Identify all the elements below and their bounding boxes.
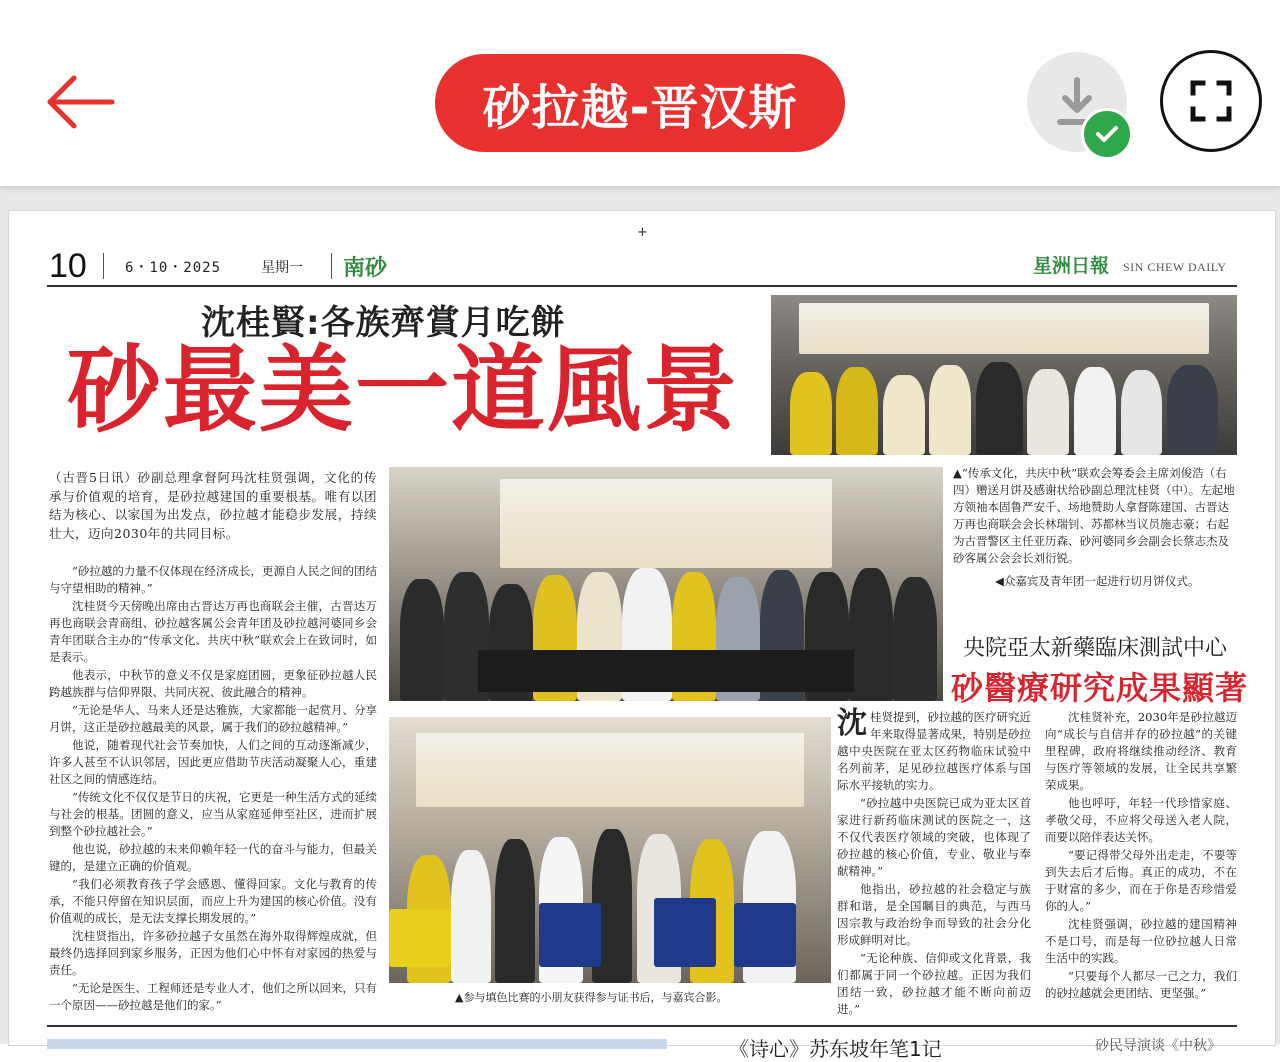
photo-cake-cutting	[389, 467, 943, 701]
headline-main: 砂最美一道風景	[67, 335, 740, 445]
page-masthead	[47, 245, 1237, 287]
left-arrow-icon	[44, 74, 116, 130]
bottom-rule	[47, 1025, 1237, 1027]
page-number: 10	[49, 247, 87, 285]
body-paragraph: 他指出，砂拉越的社会稳定与族群和谐，是全国瞩目的典范，与西马因宗教与政治纷争而导致的社会分化形成鲜明对比。	[837, 882, 1031, 947]
paper-name-cn: 星洲日報	[1033, 255, 1110, 277]
body-paragraph: 他也说，砂拉越的未来仰赖年轻一代的奋斗与能力，但最关键的，是建立正确的价值观。	[49, 842, 377, 873]
body-paragraph: “无论是医生、工程师还是专业人才，他们之所以回来，只有一个原因——砂拉越是他们的家。”	[49, 981, 377, 1012]
app-bar	[0, 0, 1280, 186]
body-paragraph: “只要每个人都尽一己之力，我们的砂拉越就会更团结、更坚强。”	[1045, 969, 1237, 1000]
body-paragraph: “要记得带父母外出走走，不要等到失去后才后悔。真正的成功，不在于财富的多少，而在于你是否珍惜爱你的人。”	[1045, 848, 1237, 913]
masthead-divider	[103, 253, 104, 279]
back-button[interactable]	[44, 74, 116, 130]
body-paragraph: 沈桂贤今天傍晚出席由古晋达万再也商联会主催，古晋达万再也商联会青商组、砂拉越客属公会青年团及砂拉越河婆同乡会青年团联合主办的“传承文化、共庆中秋”联欢会上在致词时，如是表示。	[49, 599, 377, 664]
body-paragraph: 沈桂贤强调，砂拉越的建国精神不是口号，而是每一位砂拉越人日常生活中的实践。	[1045, 917, 1237, 965]
crop-mark: +	[637, 225, 648, 240]
article-body-col1	[49, 563, 377, 1015]
photo-group-mooncake	[771, 295, 1237, 455]
next-article-teaser-2[interactable]: 砂民导演谈《中秋》	[1095, 1038, 1221, 1054]
masthead-divider	[331, 253, 332, 279]
fullscreen-icon	[1163, 53, 1259, 149]
body-paragraph: 沈桂贤指出，许多砂拉越子女虽然在海外取得辉煌成就，但最终仍选择回到家乡服务，正因为他们心中怀有对家园的热爱与责任。	[49, 929, 377, 977]
page-date: 6・10・2025	[125, 260, 222, 276]
headline-subtitle: 沈桂賢:各族齊賞月吃餅	[201, 303, 566, 343]
substory-col-a	[837, 706, 1031, 1019]
substory-kicker: 央院亞太新藥臨床測試中心	[963, 636, 1228, 661]
substory-title: 砂醫療研究成果顯著	[951, 669, 1249, 707]
body-paragraph: 他说，随着现代社会节奏加快，人们之间的互动逐渐减少，许多人甚至不认识邻居，因此更应借助节庆活动凝聚人心，重建社区之间的情感连结。	[49, 738, 377, 786]
body-paragraph: 桂贤提到，砂拉越的医疗研究近年来取得显著成果，特别是砂拉越中央医院在亚太区药物临床试验中名列前茅，足见砂拉越医疗体系与国际水平接轨的实力。	[837, 710, 1031, 792]
article-lead: （古晋5日讯）砂副总理拿督阿玛沈桂贤强调，文化的传承与价值观的培育，是砂拉越建国的重要根基。唯有以团结为核心、以家国为出发点，砂拉越才能稳步发展，持续壮大，迈向2030年的共同目标。	[49, 470, 377, 541]
body-paragraph: 他表示，中秋节的意义不仅是家庭团圆，更象征砂拉越人民跨越族群与信仰界限、共同庆祝、彼此融合的精神。	[49, 668, 377, 699]
body-paragraph: “我们必须教育孩子学会感恩、懂得回家。文化与教育的传承，不能只停留在知识层面，而应上升为建国的核心价值。没有价值观的成长，是无法支撑长期发展的。”	[49, 877, 377, 925]
paper-name-en: SIN CHEW DAILY	[1123, 260, 1227, 274]
substory-col-b	[1045, 709, 1237, 1003]
body-paragraph: “传统文化不仅仅是节日的庆祝，它更是一种生活方式的延续与社会的根基。团圆的意义，应当从家庭延伸至社区，进而扩展到整个砂拉越社会。”	[49, 790, 377, 838]
body-paragraph: “砂拉越中央医院已成为亚太区首家进行新药临床测试的医院之一，这不仅代表医疗领域的突破，也体现了砂拉越的核心价值，专业、敬业与奉献精神。”	[837, 796, 1031, 878]
photo-caption-cake: ◀众嘉宾及青年团一起进行切月饼仪式。	[995, 574, 1200, 588]
body-paragraph: 沈桂贤补充，2030年是砂拉越迈向“成长与自信并存的砂拉越”的关键里程碑，政府将继续推动经济、教育与医疗等领域的发展，让全民共享繁荣成果。	[1045, 710, 1237, 792]
region-title-pill[interactable]	[435, 54, 845, 152]
photo-caption-kids: ▲参与填色比赛的小朋友获得参与证书后，与嘉宾合影。	[455, 991, 728, 1004]
fullscreen-button[interactable]	[1160, 50, 1262, 152]
page-section: 南砂	[343, 256, 388, 281]
dropcap: 沈	[837, 706, 867, 741]
body-paragraph: “无论种族、信仰或文化背景，我们都属于同一个砂拉越。正因为我们团结一致，砂拉越才能不断向前迈进。”	[837, 951, 1031, 1016]
photo-kids-certificates	[389, 717, 831, 983]
next-article-teaser[interactable]: 《诗心》苏东坡年笔1记	[729, 1037, 942, 1061]
bottom-band	[47, 1039, 667, 1049]
page-weekday: 星期一	[261, 260, 303, 276]
body-paragraph: 他也呼吁，年轻一代珍惜家庭、孝敬父母，不应将父母送入老人院，而要以陪伴表达关怀。	[1045, 796, 1237, 844]
region-title: 砂拉越-晋汉斯	[482, 79, 798, 136]
body-paragraph: “砂拉越的力量不仅体现在经济成长，更源自人民之间的团结与守望相助的精神。”	[49, 564, 377, 595]
downloaded-badge	[1081, 108, 1133, 160]
photo-caption-top: ▲“传承文化，共庆中秋”联欢会筹委会主席刘俊浩（右四）赠送月饼及感谢状给砂副总理沈桂贤（中）。左起地方领袖本固鲁严安千、场地赞助人拿督陈建国、古晋达万再也商联会会长林瑞钊、苏都林当议员施志豪；右起为古晋警区主任亚历森、砂河婆同乡会副会长蔡志杰及砂客属公会会长刘衍锐。	[953, 466, 1235, 565]
newspaper-page[interactable]	[8, 210, 1276, 1061]
body-paragraph: “无论是华人、马来人还是达雅族，大家都能一起赏月、分享月饼，这正是砂拉越最美的风景，属于我们的砂拉越精神。”	[49, 703, 377, 734]
check-icon	[1093, 120, 1121, 148]
